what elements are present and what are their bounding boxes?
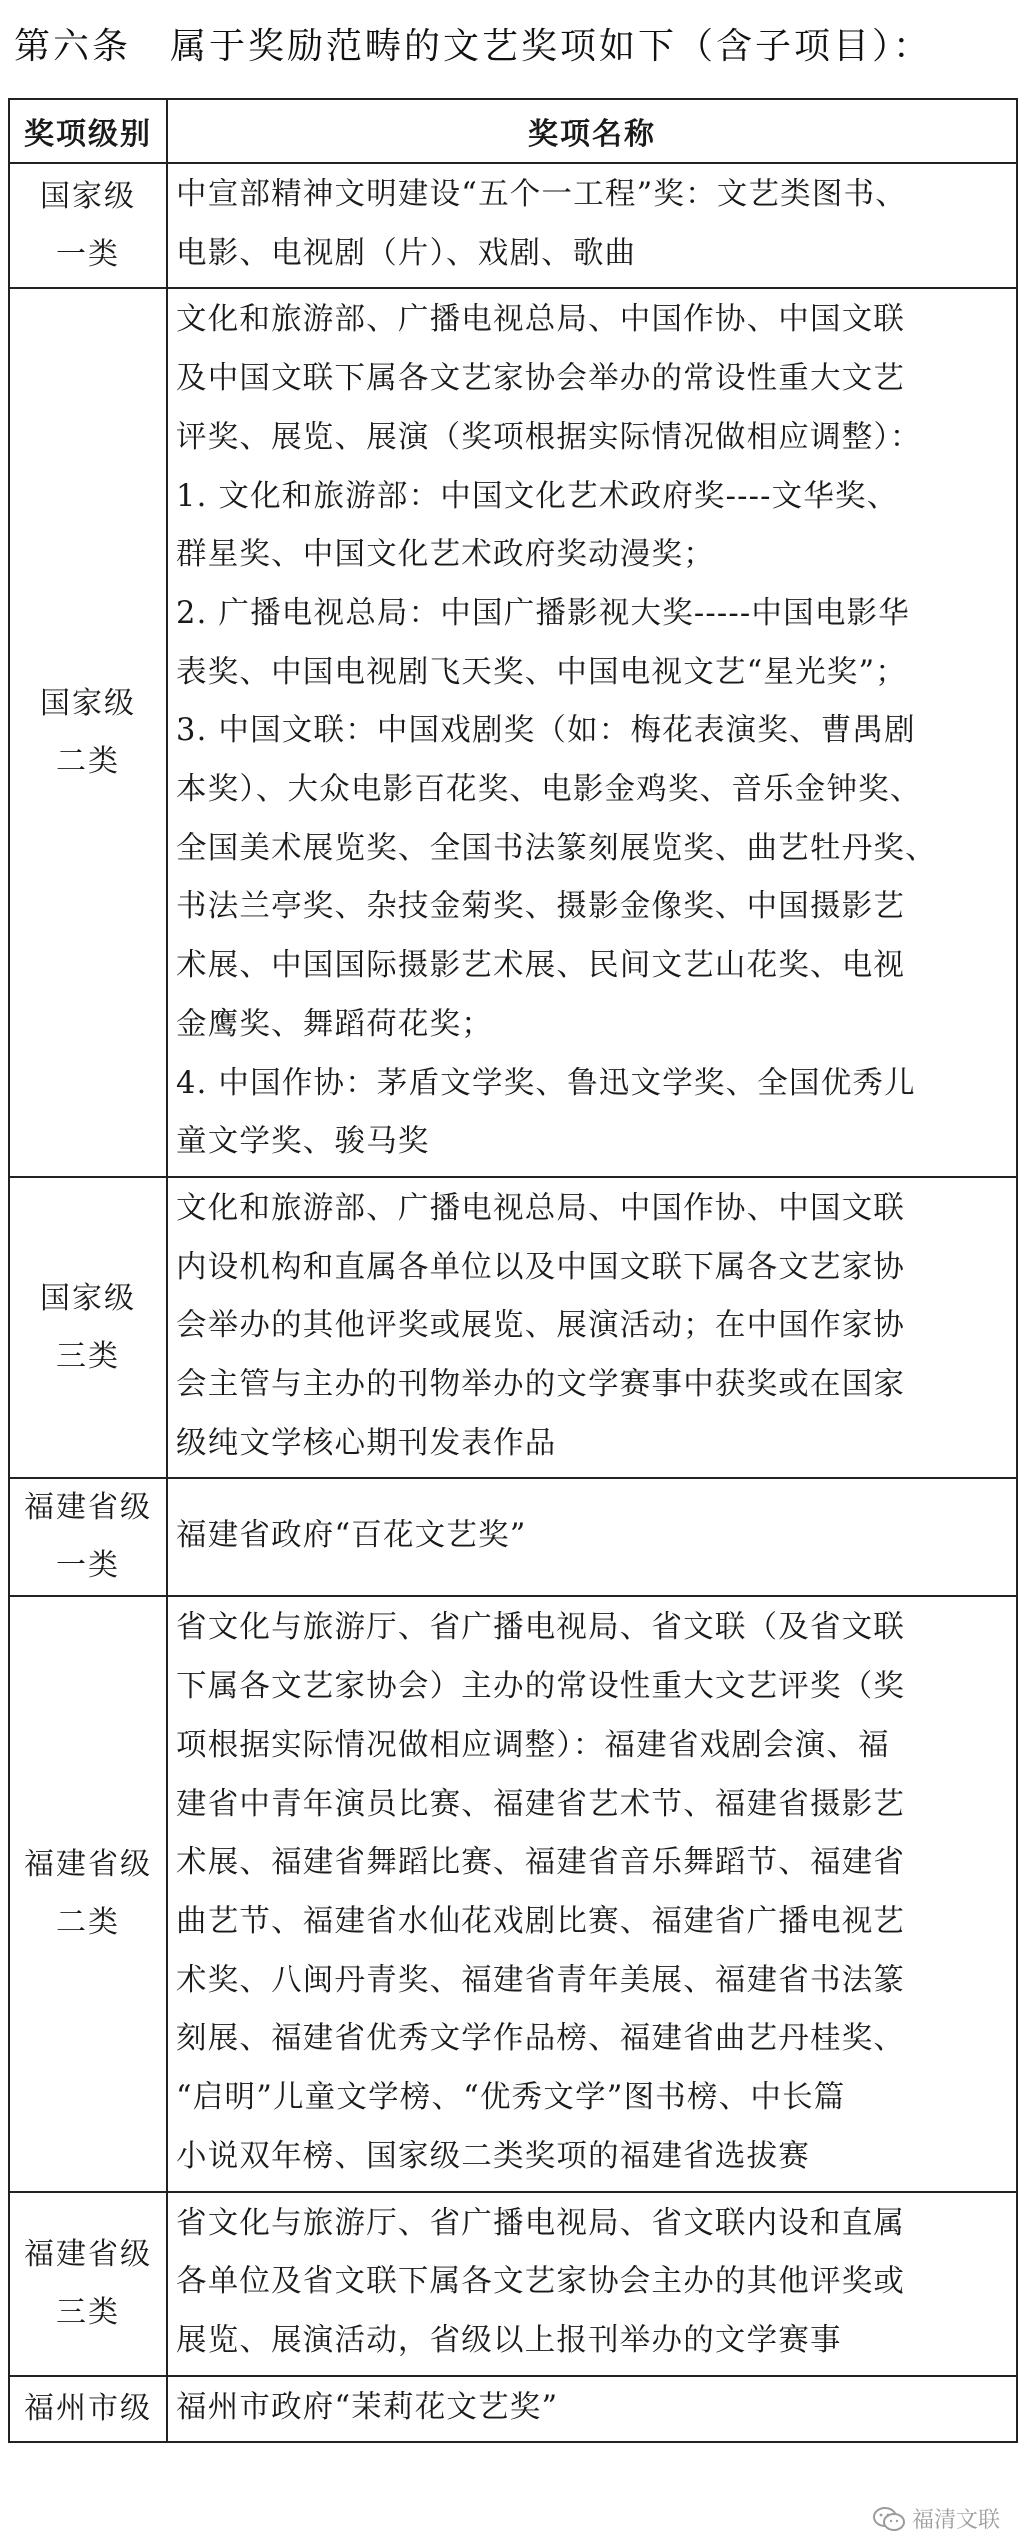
award-name-line: 本奖）、大众电影百花奖、电影金鸡奖、音乐金钟奖、: [176, 772, 922, 808]
award-name-cell: [167, 2376, 1017, 2443]
award-name-line: 曲艺节、福建省水仙花戏剧比赛、福建省广播电视艺: [176, 1903, 906, 1939]
award-name-line: 群星奖、中国文化艺术政府奖动漫奖；: [176, 537, 715, 573]
award-name-line: 术奖、八闽丹青奖、福建省青年美展、福建省书法篆: [176, 1962, 906, 1998]
award-name-line: 书法兰亭奖、杂技金菊奖、摄影金像奖、中国摄影艺: [176, 889, 906, 925]
award-name-cell: [167, 2192, 1017, 2376]
award-name-line: 级纯文学核心期刊发表作品: [176, 1425, 557, 1461]
award-level-line: 二类: [56, 743, 120, 779]
award-name-line: 福建省政府“百花文艺奖”: [176, 1518, 527, 1554]
award-name-line: 文化和旅游部、广播电视总局、中国作协、中国文联: [176, 1190, 906, 1226]
award-level-line: 福建省级: [24, 1846, 152, 1882]
award-level-line: 三类: [56, 2294, 120, 2330]
award-name-line: 全国美术展览奖、全国书法篆刻展览奖、曲艺牡丹奖、: [176, 830, 937, 866]
award-name-cell: [167, 1596, 1017, 2191]
wechat-icon: [872, 2506, 906, 2532]
award-name-line: 会主管与主办的刊物举办的文学赛事中获奖或在国家: [176, 1367, 906, 1403]
table-row: [9, 163, 1017, 288]
table-row: [9, 2192, 1017, 2376]
table-row: [9, 1478, 1017, 1596]
award-level-line: 国家级: [40, 1280, 136, 1316]
header-name: 奖项名称: [167, 99, 1017, 163]
award-level-line: 一类: [56, 1548, 120, 1584]
award-level-cell: [9, 1596, 167, 2191]
award-level-cell: [9, 1478, 167, 1596]
award-name-line: 术展、福建省舞蹈比赛、福建省音乐舞蹈节、福建省: [176, 1845, 906, 1881]
award-name-line: 文化和旅游部、广播电视总局、中国作协、中国文联: [176, 302, 906, 338]
award-name-line: 1. 文化和旅游部：中国文化艺术政府奖----文华奖、: [176, 478, 899, 514]
award-name-line: 4. 中国作协：茅盾文学奖、鲁迅文学奖、全国优秀儿: [176, 1065, 916, 1101]
award-level-cell: [9, 2376, 167, 2443]
award-name-line: 福州市政府“茉莉花文艺奖”: [176, 2389, 559, 2425]
article-title: 第六条 属于奖励范畴的文艺奖项如下（含子项目）：: [14, 26, 933, 67]
award-name-line: 展览、展演活动，省级以上报刊举办的文学赛事: [176, 2322, 842, 2358]
table-row: [9, 1177, 1017, 1479]
award-name-line: 会举办的其他评奖或展览、展演活动；在中国作家协: [176, 1308, 906, 1344]
award-name-line: 小说双年榜、国家级二类奖项的福建省选拔赛: [176, 2138, 810, 2174]
award-name-line: 3. 中国文联：中国戏剧奖（如：梅花表演奖、曹禺剧: [176, 713, 916, 749]
award-name-line: 内设机构和直属各单位以及中国文联下属各文艺家协: [176, 1249, 906, 1285]
award-level-cell: [9, 163, 167, 288]
award-level-line: 三类: [56, 1338, 120, 1374]
award-level-cell: [9, 288, 167, 1177]
award-name-line: 下属各文艺家协会）主办的常设性重大文艺评奖（奖: [176, 1669, 906, 1705]
award-name-line: 刻展、福建省优秀文学作品榜、福建省曲艺丹桂奖、: [176, 2021, 906, 2057]
award-name-line: 项根据实际情况做相应调整）：福建省戏剧会演、福: [176, 1727, 890, 1763]
watermark-text: 福清文联: [911, 2508, 1000, 2533]
award-level-line: 福州市级: [24, 2390, 152, 2426]
award-level-line: 二类: [56, 1904, 120, 1940]
award-name-line: 电影、电视剧（片）、戏剧、歌曲: [176, 235, 637, 271]
award-name-line: 评奖、展览、展演（奖项根据实际情况做相应调整）：: [176, 419, 922, 455]
table-row: [9, 1596, 1017, 2191]
award-name-cell: [167, 163, 1017, 288]
award-name-line: “启明”儿童文学榜、“优秀文学”图书榜、中长篇: [176, 2080, 846, 2116]
award-name-line: 建省中青年演员比赛、福建省艺术节、福建省摄影艺: [176, 1786, 906, 1822]
award-name-line: 中宣部精神文明建设“五个一工程”奖：文艺类图书、: [176, 177, 907, 212]
award-level-line: 国家级: [40, 178, 136, 214]
award-name-line: 及中国文联下属各文艺家协会举办的常设性重大文艺: [176, 361, 906, 397]
award-name-line: 各单位及省文联下属各文艺家协会主办的其他评奖或: [176, 2264, 906, 2300]
award-name-line: 省文化与旅游厅、省广播电视局、省文联（及省文联: [176, 1610, 906, 1646]
award-level-line: 福建省级: [24, 2236, 152, 2272]
award-level-line: 一类: [56, 236, 120, 272]
table-header-row: [9, 99, 1017, 163]
award-level-cell: [9, 2192, 167, 2376]
table-row: [9, 288, 1017, 1177]
award-name-line: 2. 广播电视总局：中国广播影视大奖-----中国电影华: [176, 595, 910, 631]
award-name-line: 表奖、中国电视剧飞天奖、中国电视文艺“星光奖”；: [176, 654, 907, 690]
awards-table: [8, 98, 1018, 2443]
award-level-line: 福建省级: [24, 1490, 152, 1526]
award-name-cell: [167, 1177, 1017, 1479]
award-name-line: 童文学奖、骏马奖: [176, 1124, 430, 1160]
award-name-cell: [167, 1478, 1017, 1596]
award-name-line: 金鹰奖、舞蹈荷花奖；: [176, 1006, 493, 1042]
watermark: [872, 2503, 1000, 2534]
award-level-cell: [9, 1177, 167, 1479]
award-name-cell: [167, 288, 1017, 1177]
award-name-line: 省文化与旅游厅、省广播电视局、省文联内设和直属: [176, 2205, 906, 2241]
award-name-line: 术展、中国国际摄影艺术展、民间文艺山花奖、电视: [176, 948, 906, 984]
table-row: [9, 2376, 1017, 2443]
header-level: 奖项级别: [9, 99, 167, 163]
award-level-line: 国家级: [40, 685, 136, 721]
awards-body: [9, 163, 1017, 2442]
